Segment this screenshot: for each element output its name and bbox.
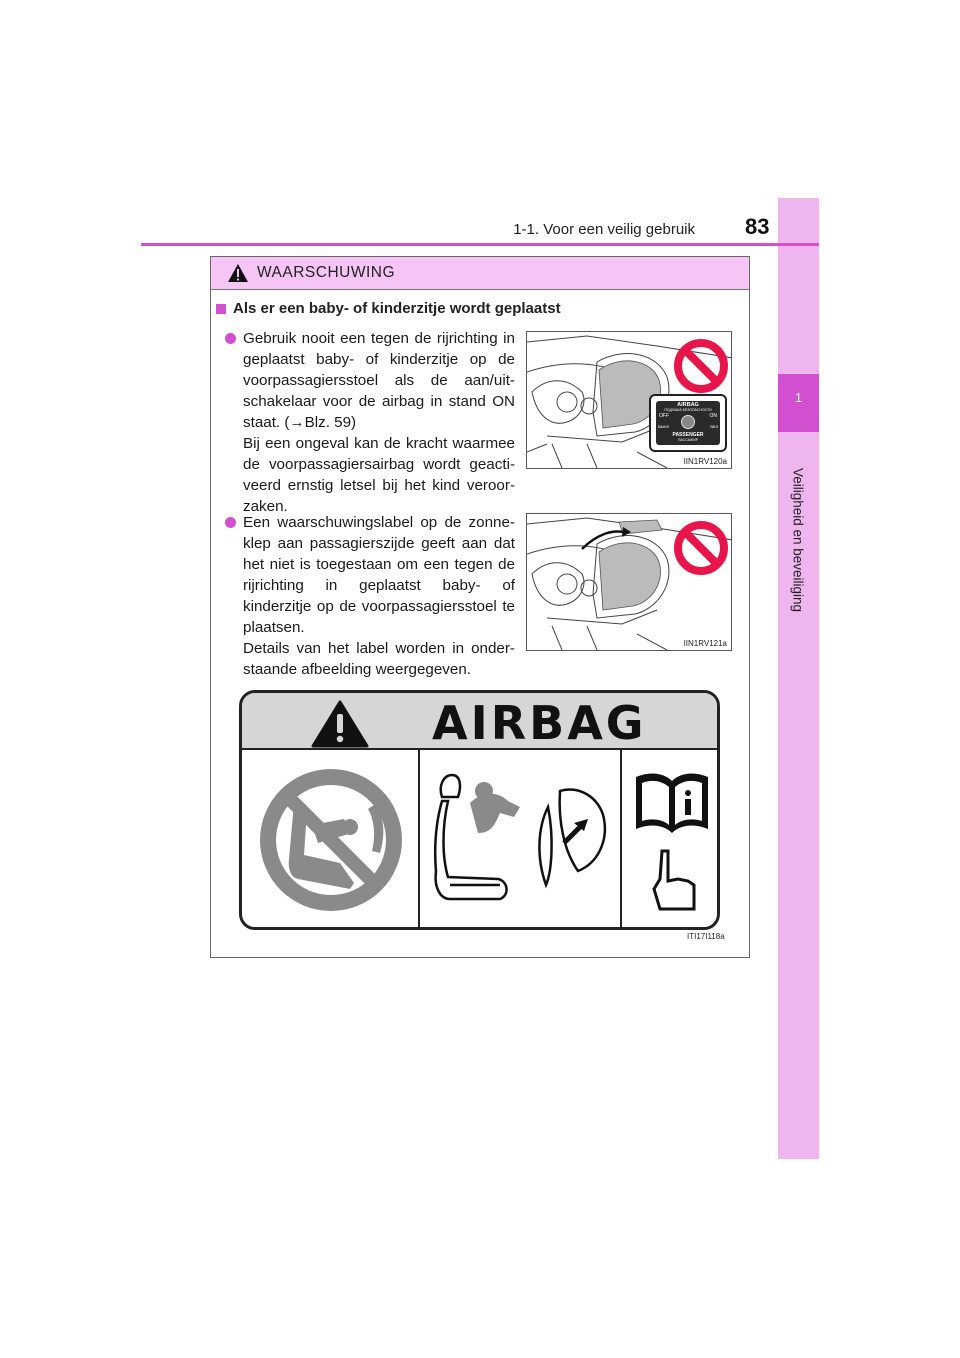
figure-caption: IIN1RV120a	[683, 457, 727, 466]
section-square-icon	[216, 304, 226, 314]
bullet-paragraph: Een waarschuwingslabel op de zonne-klep aan passagierszijde geeft aan dat het niet is toegestaan om een tegen de rijrichting in geplaatst baby- of kinderzitje op de voorpassagiersstoel te plaatsen.	[243, 514, 515, 636]
prohibition-icon	[673, 338, 729, 394]
airbag-switch-callout	[649, 394, 727, 452]
prohibition-icon	[673, 520, 729, 576]
switch-knob-icon	[681, 415, 695, 429]
airbag-deploy-icon	[428, 767, 616, 917]
airbag-switch-figure	[526, 331, 732, 469]
label-divider	[620, 750, 622, 930]
warning-triangle-icon	[310, 699, 370, 749]
running-header: 1-1. Voor een veilig gebruik	[513, 221, 695, 238]
bullet-paragraph: Bij een ongeval kan de kracht waarmee de voorpassagiersairbag wordt geacti-veerd ernstig letsel bij het kind veroor-zaken.	[243, 435, 515, 515]
chapter-number: 1	[794, 390, 803, 405]
warning-title: WAARSCHUWING	[257, 264, 396, 281]
warning-section-title	[216, 300, 561, 317]
switch-passenger-cyr-text: ПАССАЖИР	[677, 438, 699, 442]
bullet-item	[225, 512, 515, 680]
read-manual-icon	[630, 769, 714, 917]
chapter-label: Veiligheid en beveiliging	[790, 467, 806, 613]
airbag-switch-panel	[656, 401, 720, 445]
label-divider	[418, 750, 420, 930]
switch-on-cyr-text: ВКЛ	[710, 424, 718, 429]
warning-header	[211, 257, 749, 290]
bullet-paragraph: Details van het label worden in onder-staande afbeelding weergegeven.	[243, 640, 515, 678]
header-rule	[141, 243, 819, 246]
switch-off-text: OFF	[659, 413, 669, 419]
sun-visor-label-figure	[526, 513, 732, 651]
switch-off-cyr-text: ВЫКЛ	[658, 424, 670, 429]
section-title-text: Als er een baby- of kinderzitje wordt geplaatst	[233, 300, 561, 317]
airbag-warning-label	[239, 690, 720, 930]
page-number: 83	[745, 214, 770, 239]
bullet-dot-icon	[225, 333, 236, 344]
bullet-item	[225, 328, 515, 517]
switch-airbag-text: AIRBAG	[677, 402, 699, 408]
no-child-seat-icon	[254, 763, 408, 917]
figure-caption: IIN1RV121a	[683, 639, 727, 648]
switch-passenger-text: PASSENGER	[672, 432, 704, 438]
bullet-dot-icon	[225, 517, 236, 528]
switch-on-text: ON	[709, 413, 717, 419]
chapter-number-tab	[778, 374, 819, 432]
warning-triangle-icon	[227, 263, 249, 283]
label-banner	[242, 693, 717, 750]
label-airbag-text: AIRBAG	[432, 696, 647, 750]
side-tab	[778, 198, 819, 1159]
label-caption: ITI17I118a	[687, 932, 725, 941]
bullet-paragraph: Gebruik nooit een tegen de rijrichting in geplaatst baby- of kinderzitje op de voorpassagiersstoel als de aan/uit-schakelaar voor de airbag in stand ON staat. (→Blz. 59)	[243, 330, 515, 431]
switch-subtitle-text: ПОДУШКА БЕЗОПАСНОСТИ	[664, 408, 712, 412]
